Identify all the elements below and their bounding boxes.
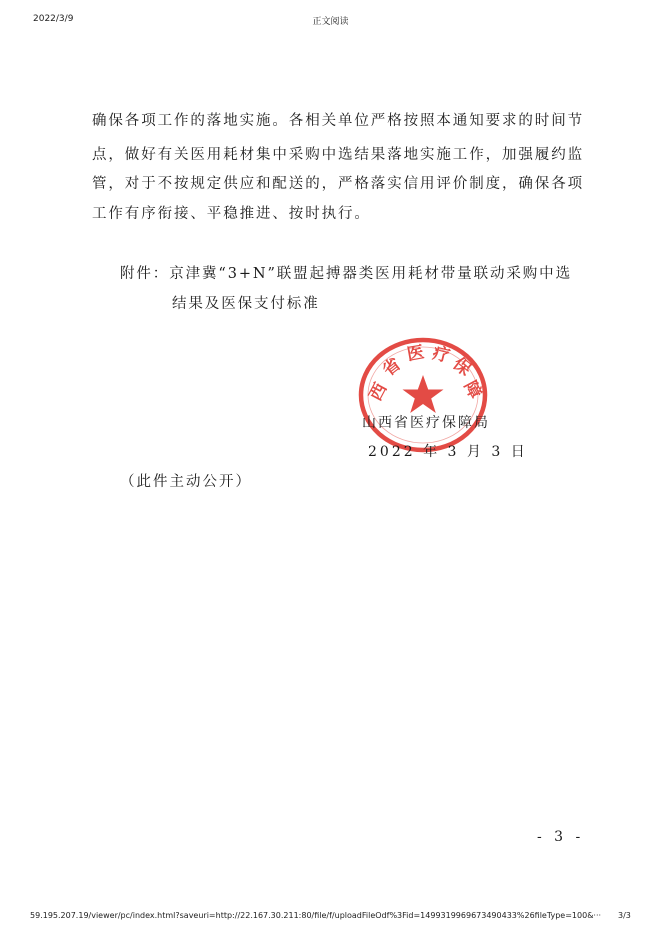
signature-date: 2022 年 3 月 3 日	[368, 444, 528, 460]
footer-page-count: 3/3	[618, 911, 631, 920]
attachment-line-2: 结果及医保支付标准	[172, 296, 320, 312]
body-line-3: 管，对于不按规定供应和配送的，严格落实信用评价制度，确保各项	[92, 176, 584, 192]
footer-url: 59.195.207.19/viewer/pc/index.html?saveuri=http://22.167.30.211:80/file/f/uploadFileOdf%3Fid=149931996967349043​3%26fileType=100&···	[30, 911, 602, 920]
svg-text:省: 省	[379, 354, 405, 381]
attachment-line-1: 附件：京津冀“3+N”联盟起搏器类医用耗材带量联动采购中选	[120, 266, 572, 282]
page-number: - 3 -	[537, 829, 585, 845]
signature-org: 山西省医疗保障局	[362, 415, 490, 431]
body-line-2: 点，做好有关医用耗材集中采购中选结果落地实施工作，加强履约监	[92, 147, 584, 163]
body-line-4: 工作有序衔接、平稳推进、按时执行。	[92, 206, 371, 222]
svg-text:保: 保	[448, 353, 475, 381]
official-seal	[355, 335, 491, 455]
disclosure-note: （此件主动公开）	[120, 474, 252, 490]
svg-text:障: 障	[459, 377, 486, 403]
header-title: 正文阅读	[312, 17, 349, 27]
svg-text:西: 西	[365, 379, 392, 405]
svg-text:医: 医	[405, 342, 426, 366]
seal-star-icon	[403, 375, 444, 413]
body-line-1: 确保各项工作的落地实施。各相关单位严格按照本通知要求的时间节	[92, 113, 584, 129]
svg-text:疗: 疗	[430, 343, 452, 367]
header-date: 2022/3/9	[33, 14, 74, 24]
